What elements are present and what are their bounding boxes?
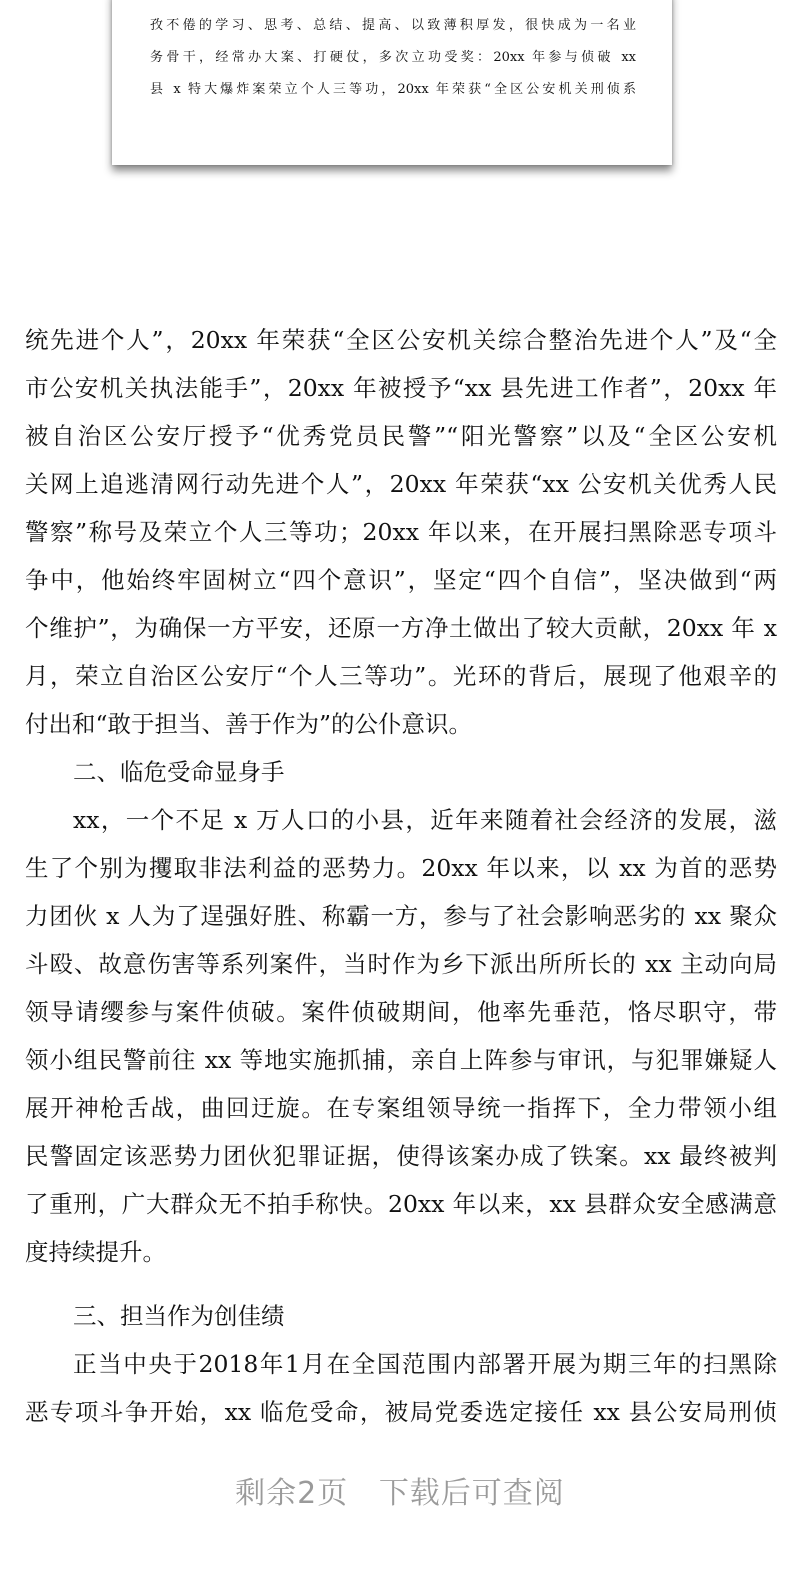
text-line: 统先进个人”，20xx 年荣获“全区公安机关综合整治先进个人”及“全 <box>25 326 777 354</box>
preview-page-text <box>150 10 636 106</box>
paragraph <box>25 796 777 1276</box>
heading-text: 二、临危受命显身手 <box>73 758 285 786</box>
text-line: 付出和“敢于担当、善于作为”的公仆意识。 <box>25 710 473 738</box>
preview-text-line: 务骨干，经常办大案、打硬仗，多次立功受奖：20xx 年参与侦破 xx <box>150 50 636 65</box>
text-line: 度持续提升。 <box>25 1238 166 1266</box>
text-line: 领小组民警前往 xx 等地实施抓捕，亲自上阵参与审讯，与犯罪嫌疑人 <box>25 1046 777 1074</box>
text-line: 个维护”，为确保一方平安，还原一方净土做出了较大贡献，20xx 年 x <box>25 614 777 642</box>
paragraph <box>25 1340 777 1436</box>
remaining-pages-label[interactable]: 剩余2页 <box>235 1476 349 1511</box>
section-heading <box>25 748 777 796</box>
text-line: 了重刑，广大群众无不拍手称快。20xx 年以来，xx 县群众安全感满意 <box>25 1190 777 1218</box>
text-line: 警察”称号及荣立个人三等功；20xx 年以来，在开展扫黑除恶专项斗 <box>25 518 777 546</box>
text-line: 民警固定该恶势力团伙犯罪证据，使得该案办成了铁案。xx 最终被判 <box>25 1142 777 1170</box>
download-prompt[interactable] <box>0 1468 800 1512</box>
heading-text: 三、担当作为创佳绩 <box>73 1302 285 1330</box>
text-line: 生了个别为攫取非法利益的恶势力。20xx 年以来，以 xx 为首的恶势 <box>25 854 777 882</box>
text-line: 力团伙 x 人为了逞强好胜、称霸一方，参与了社会影响恶劣的 xx 聚众 <box>25 902 777 930</box>
preview-text-line: 孜不倦的学习、思考、总结、提高、以致薄积厚发，很快成为一名业 <box>150 18 636 33</box>
text-line: 争中，他始终牢固树立“四个意识”，坚定“四个自信”，坚决做到“两 <box>25 566 777 594</box>
text-line: 领导请缨参与案件侦破。案件侦破期间，他率先垂范，恪尽职守，带 <box>25 998 777 1026</box>
download-hint-label[interactable]: 下载后可查阅 <box>378 1476 565 1511</box>
text-line: 关网上追逃清网行动先进个人”，20xx 年荣获“xx 公安机关优秀人民 <box>25 470 777 498</box>
paragraph <box>25 316 777 748</box>
text-line: 月，荣立自治区公安厅“个人三等功”。光环的背后，展现了他艰辛的 <box>25 662 777 690</box>
text-line: 展开神枪舌战，曲回迂旋。在专案组领导统一指挥下，全力带领小组 <box>25 1094 777 1122</box>
text-line: 斗殴、故意伤害等系列案件，当时作为乡下派出所所长的 xx 主动向局 <box>25 950 777 978</box>
text-line: 市公安机关执法能手”，20xx 年被授予“xx 县先进工作者”，20xx 年 <box>25 374 777 402</box>
text-line: 正当中央于2018年1月在全国范围内部署开展为期三年的扫黑除 <box>73 1350 777 1378</box>
preview-text-line: 县 x 特大爆炸案荣立个人三等功，20xx 年荣获“全区公安机关刑侦系 <box>150 82 636 97</box>
preview-page-card <box>112 0 672 165</box>
text-line: 被自治区公安厅授予“优秀党员民警”“阳光警察”以及“全区公安机 <box>25 422 777 450</box>
document-body <box>25 316 777 1436</box>
text-line: 恶专项斗争开始，xx 临危受命，被局党委选定接任 xx 县公安局刑侦 <box>25 1398 777 1426</box>
section-heading <box>25 1292 777 1340</box>
text-line: xx，一个不足 x 万人口的小县，近年来随着社会经济的发展，滋 <box>73 806 777 834</box>
